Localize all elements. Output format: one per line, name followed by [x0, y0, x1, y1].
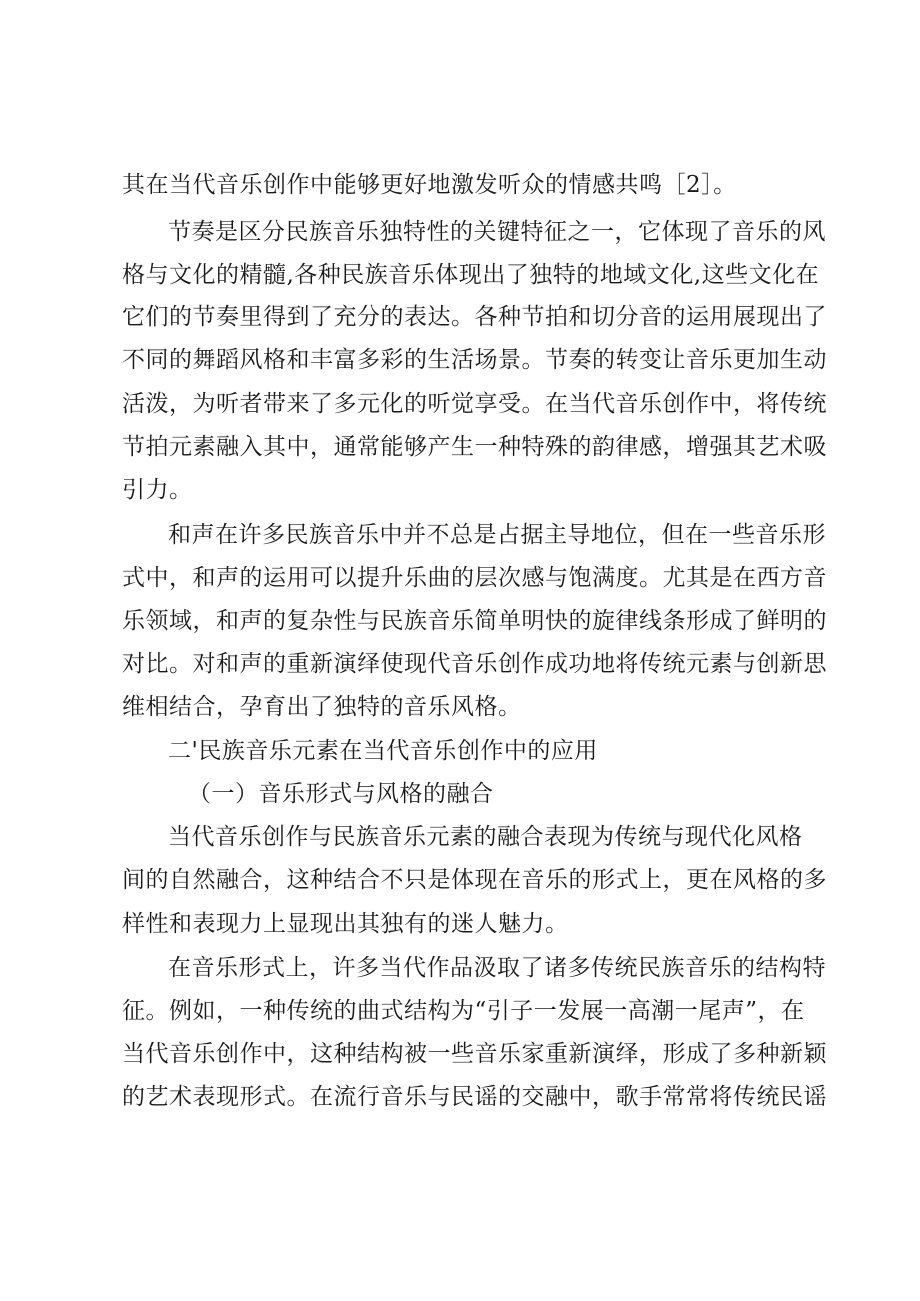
- paragraph-line: 的艺术表现形式。在流行音乐与民谣的交融中，歌手常常将传统民谣: [122, 1084, 827, 1110]
- subsection-heading: （一）音乐形式与风格的融合: [188, 781, 494, 807]
- section-heading: 二'民族音乐元素在当代音乐创作中的应用: [168, 738, 598, 764]
- paragraph-line: 征。例如，一种传统的曲式结构为“引子一发展一高潮一尾声”，在: [122, 998, 805, 1024]
- paragraph-line: 和声在许多民族音乐中并不总是占据主导地位，但在一些音乐形: [168, 522, 826, 548]
- paragraph-line: 活泼，为听者带来了多元化的听觉享受。在当代音乐创作中，将传统: [122, 391, 827, 417]
- paragraph-line: 当代音乐创作中，这种结构被一些音乐家重新演绎，形成了多种新颖: [122, 1041, 827, 1067]
- paragraph-line: 不同的舞蹈风格和丰富多彩的生活场景。节奏的转变让音乐更加生动: [122, 347, 827, 373]
- paragraph-line: 间的自然融合，这种结合不只是体现在音乐的形式上，更在风格的多: [122, 867, 827, 893]
- paragraph-line: 格与文化的精髓,各种民族音乐体现出了独特的地域文化,这些文化在: [122, 262, 820, 288]
- paragraph-line: 节奏是区分民族音乐独特性的关键特征之一，它体现了音乐的风: [168, 219, 826, 245]
- paragraph-line: 在音乐形式上，许多当代作品汲取了诸多传统民族音乐的结构特: [168, 955, 826, 981]
- paragraph-line: 乐领域，和声的复杂性与民族音乐简单明快的旋律线条形成了鲜明的: [122, 608, 827, 634]
- paragraph-line: 对比。对和声的重新演绎使现代音乐创作成功地将传统元素与创新思: [122, 651, 827, 677]
- paragraph-line: 节拍元素融入其中，通常能够产生一种特殊的韵律感，增强其艺术吸: [122, 434, 827, 460]
- paragraph-line: 其在当代音乐创作中能够更好地激发听众的情感共鸣［2］。: [122, 172, 737, 198]
- paragraph-line: 式中，和声的运用可以提升乐曲的层次感与饱满度。尤其是在西方音: [122, 565, 827, 591]
- paragraph-line: 当代音乐创作与民族音乐元素的融合表现为传统与现代化风格: [168, 824, 803, 850]
- paragraph-line: 样性和表现力上显现出其独有的迷人魅力。: [122, 911, 569, 937]
- paragraph-line: 它们的节奏里得到了充分的表达。各种节拍和切分音的运用展现出了: [122, 304, 827, 330]
- paragraph-line: 引力。: [122, 477, 193, 503]
- paragraph-line: 维相结合，孕育出了独特的音乐风格。: [122, 694, 522, 720]
